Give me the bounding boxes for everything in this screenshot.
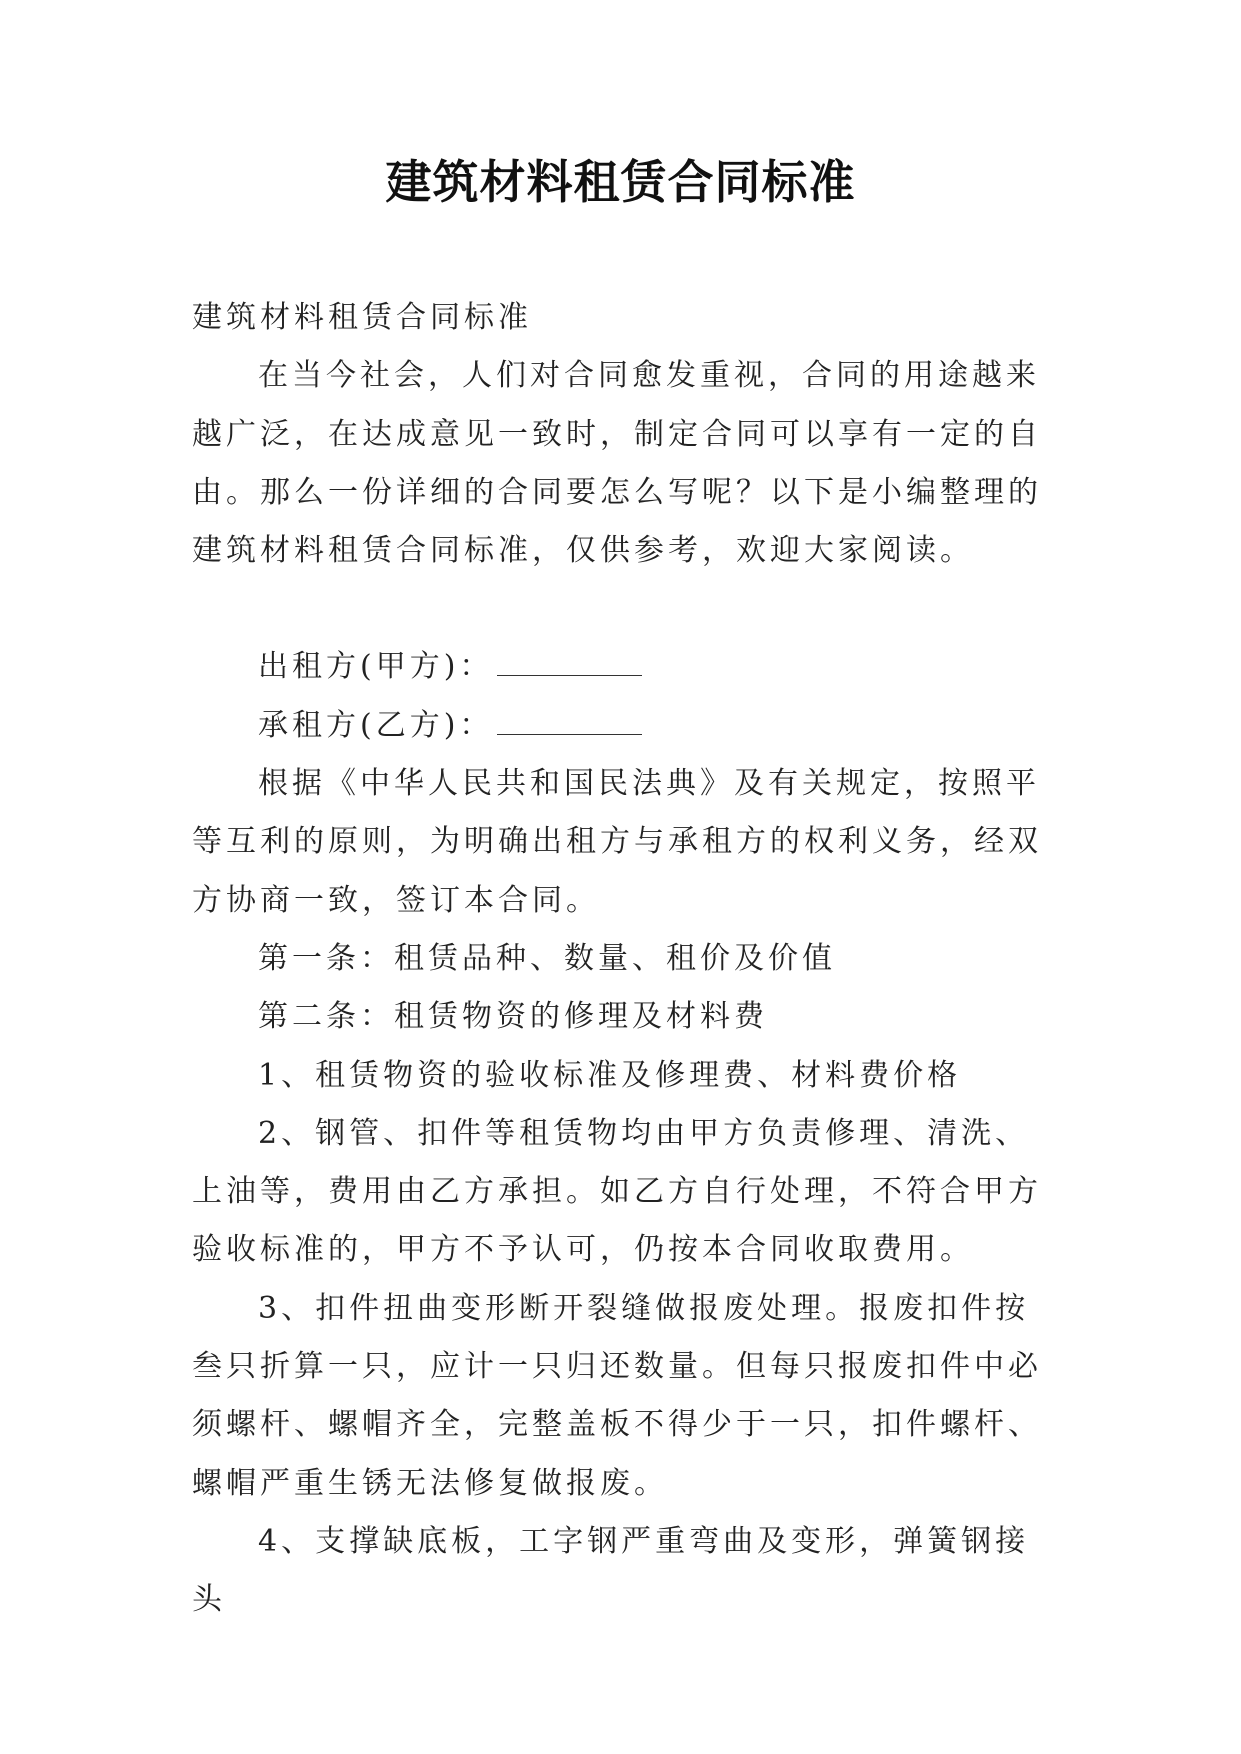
document-body: [192, 289, 1060, 1630]
paragraph-gap: [192, 580, 1060, 638]
lessor-label: 出租方(甲方)：: [258, 649, 494, 685]
document-title: 建筑材料租赁合同标准: [385, 155, 856, 209]
document-subtitle: 建筑材料租赁合同标准: [192, 300, 532, 335]
intro-paragraph: 在当今社会，人们对合同愈发重视，合同的用途越来越广泛，在达成意见一致时，制定合同可以享有一定的自由。那么一份详细的合同要怎么写呢？以下是小编整理的建筑材料租赁合同标准，仅供参考，欢迎大家阅读。: [192, 358, 1042, 569]
lessee-label: 承租方(乙方)：: [258, 707, 494, 743]
lessee-blank: [497, 708, 642, 735]
lessor-blank: [497, 649, 642, 676]
item-4: 4、支撑缺底板，工字钢严重弯曲及变形，弹簧钢接头: [192, 1523, 1030, 1618]
item-2: 2、钢管、扣件等租赁物均由甲方负责修理、清洗、上油等，费用由乙方承担。如乙方自行处理，不符合甲方验收标准的，甲方不予认可，仍按本合同收取费用。: [192, 1115, 1042, 1268]
item-1: 1、租赁物资的验收标准及修理费、材料费价格: [258, 1057, 962, 1093]
preamble-paragraph: 根据《中华人民共和国民法典》及有关规定，按照平等互利的原则，为明确出租方与承租方的权利义务，经双方协商一致，签订本合同。: [192, 766, 1042, 918]
lessor-line: [192, 638, 1060, 696]
article-1: 第一条：租赁品种、数量、租价及价值: [258, 940, 836, 976]
article-2: 第二条：租赁物资的修理及材料费: [258, 999, 768, 1035]
item-3: 3、扣件扭曲变形断开裂缝做报废处理。报废扣件按叁只折算一只，应计一只归还数量。但每只报废扣件中必须螺杆、螺帽齐全，完整盖板不得少于一只，扣件螺杆、螺帽严重生锈无法修复做报废。: [192, 1290, 1042, 1501]
lessee-line: [192, 697, 1060, 755]
